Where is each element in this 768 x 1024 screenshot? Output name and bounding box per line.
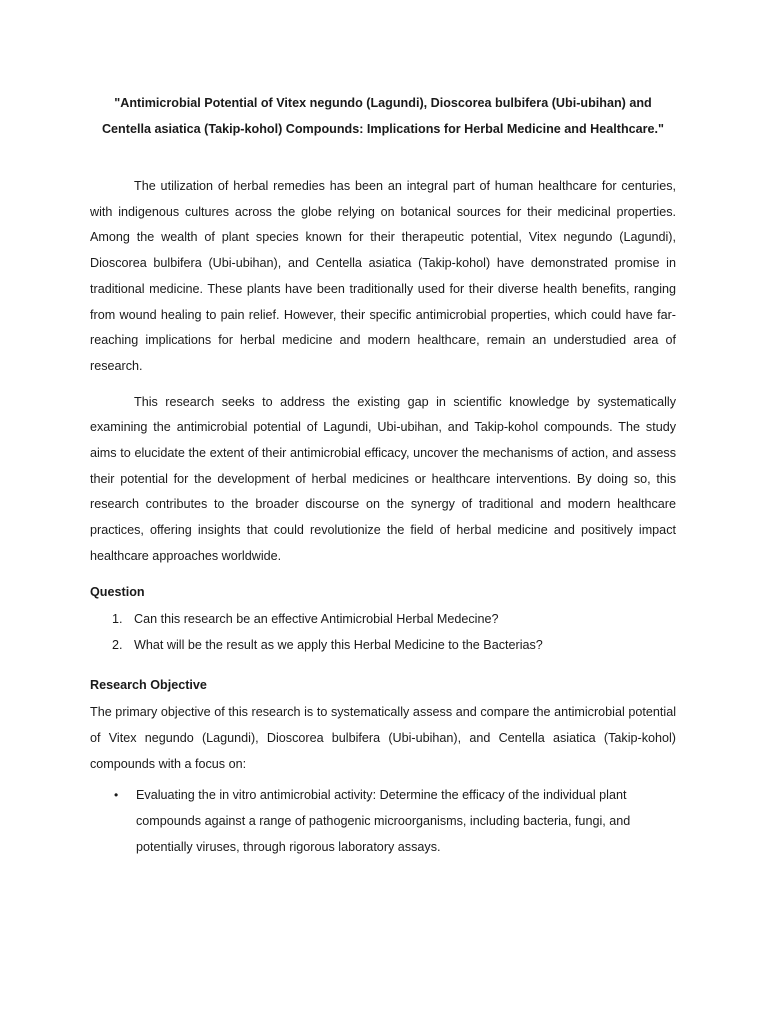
bullet-icon: • bbox=[114, 788, 119, 803]
list-number: 1. bbox=[112, 612, 123, 627]
list-item bbox=[90, 633, 676, 659]
objective-intro: The primary objective of this research is to systematically assess and compare the antimicrobial potential of Vitex negundo (Lagundi), Dioscorea bulbifera (Ubi-ubihan), and Centella asiatica (Takip-kohol) compounds with a focus on: bbox=[90, 705, 676, 771]
list-item bbox=[90, 783, 676, 860]
question-text: Can this research be an effective Antimicrobial Herbal Medecine? bbox=[134, 612, 499, 627]
objective-heading: Research Objective bbox=[90, 677, 207, 692]
document-title: "Antimicrobial Potential of Vitex negundo (Lagundi), Dioscorea bulbifera (Ubi-ubihan) and Centella asiatica (Takip-kohol) Compounds: Implications for Herbal Medicine and Healthcare." bbox=[101, 96, 665, 136]
list-item bbox=[90, 607, 676, 633]
bullet-text: Evaluating the in vitro antimicrobial activity: Determine the efficacy of the individual plant compounds against a range of pathogenic microorganisms, including bacteria, fungi, and potentially viruses, through rigorous laboratory assays. bbox=[136, 788, 631, 854]
list-number: 2. bbox=[112, 637, 123, 652]
question-heading: Question bbox=[90, 584, 145, 599]
paragraph-intro: The utilization of herbal remedies has been an integral part of human healthcare for centuries, with indigenous cultures across the globe relying on botanical sources for their medicinal properties. Among the wealth of plant species known for their therapeutic potential, Vitex negundo (Lagundi), Dioscorea bulbifera (Ubi-ubihan), and Centella asiatica (Takip-kohol) have demonstrated promise in traditional medicine. These plants have been traditionally used for their diverse health benefits, ranging from wound healing to pain relief. However, their specific antimicrobial properties, which could have far-reaching implications for herbal medicine and modern healthcare, remain an understudied area of research. bbox=[90, 179, 676, 373]
objective-bullet-list bbox=[90, 783, 676, 860]
paragraph-research-gap: This research seeks to address the existing gap in scientific knowledge by systematically examining the antimicrobial potential of Lagundi, Ubi-ubihan, and Takip-kohol compounds. The study aims to elucidate the extent of their antimicrobial efficacy, uncover the mechanisms of action, and assess their potential for the development of herbal medicines or healthcare interventions. By doing so, this research contributes to the broader discourse on the synergy of traditional and modern healthcare practices, offering insights that could revolutionize the field of herbal medicine and positively impact healthcare approaches worldwide. bbox=[90, 394, 676, 563]
question-list bbox=[90, 607, 676, 658]
document-page bbox=[90, 90, 676, 861]
question-text: What will be the result as we apply this Herbal Medicine to the Bacterias? bbox=[134, 637, 543, 652]
